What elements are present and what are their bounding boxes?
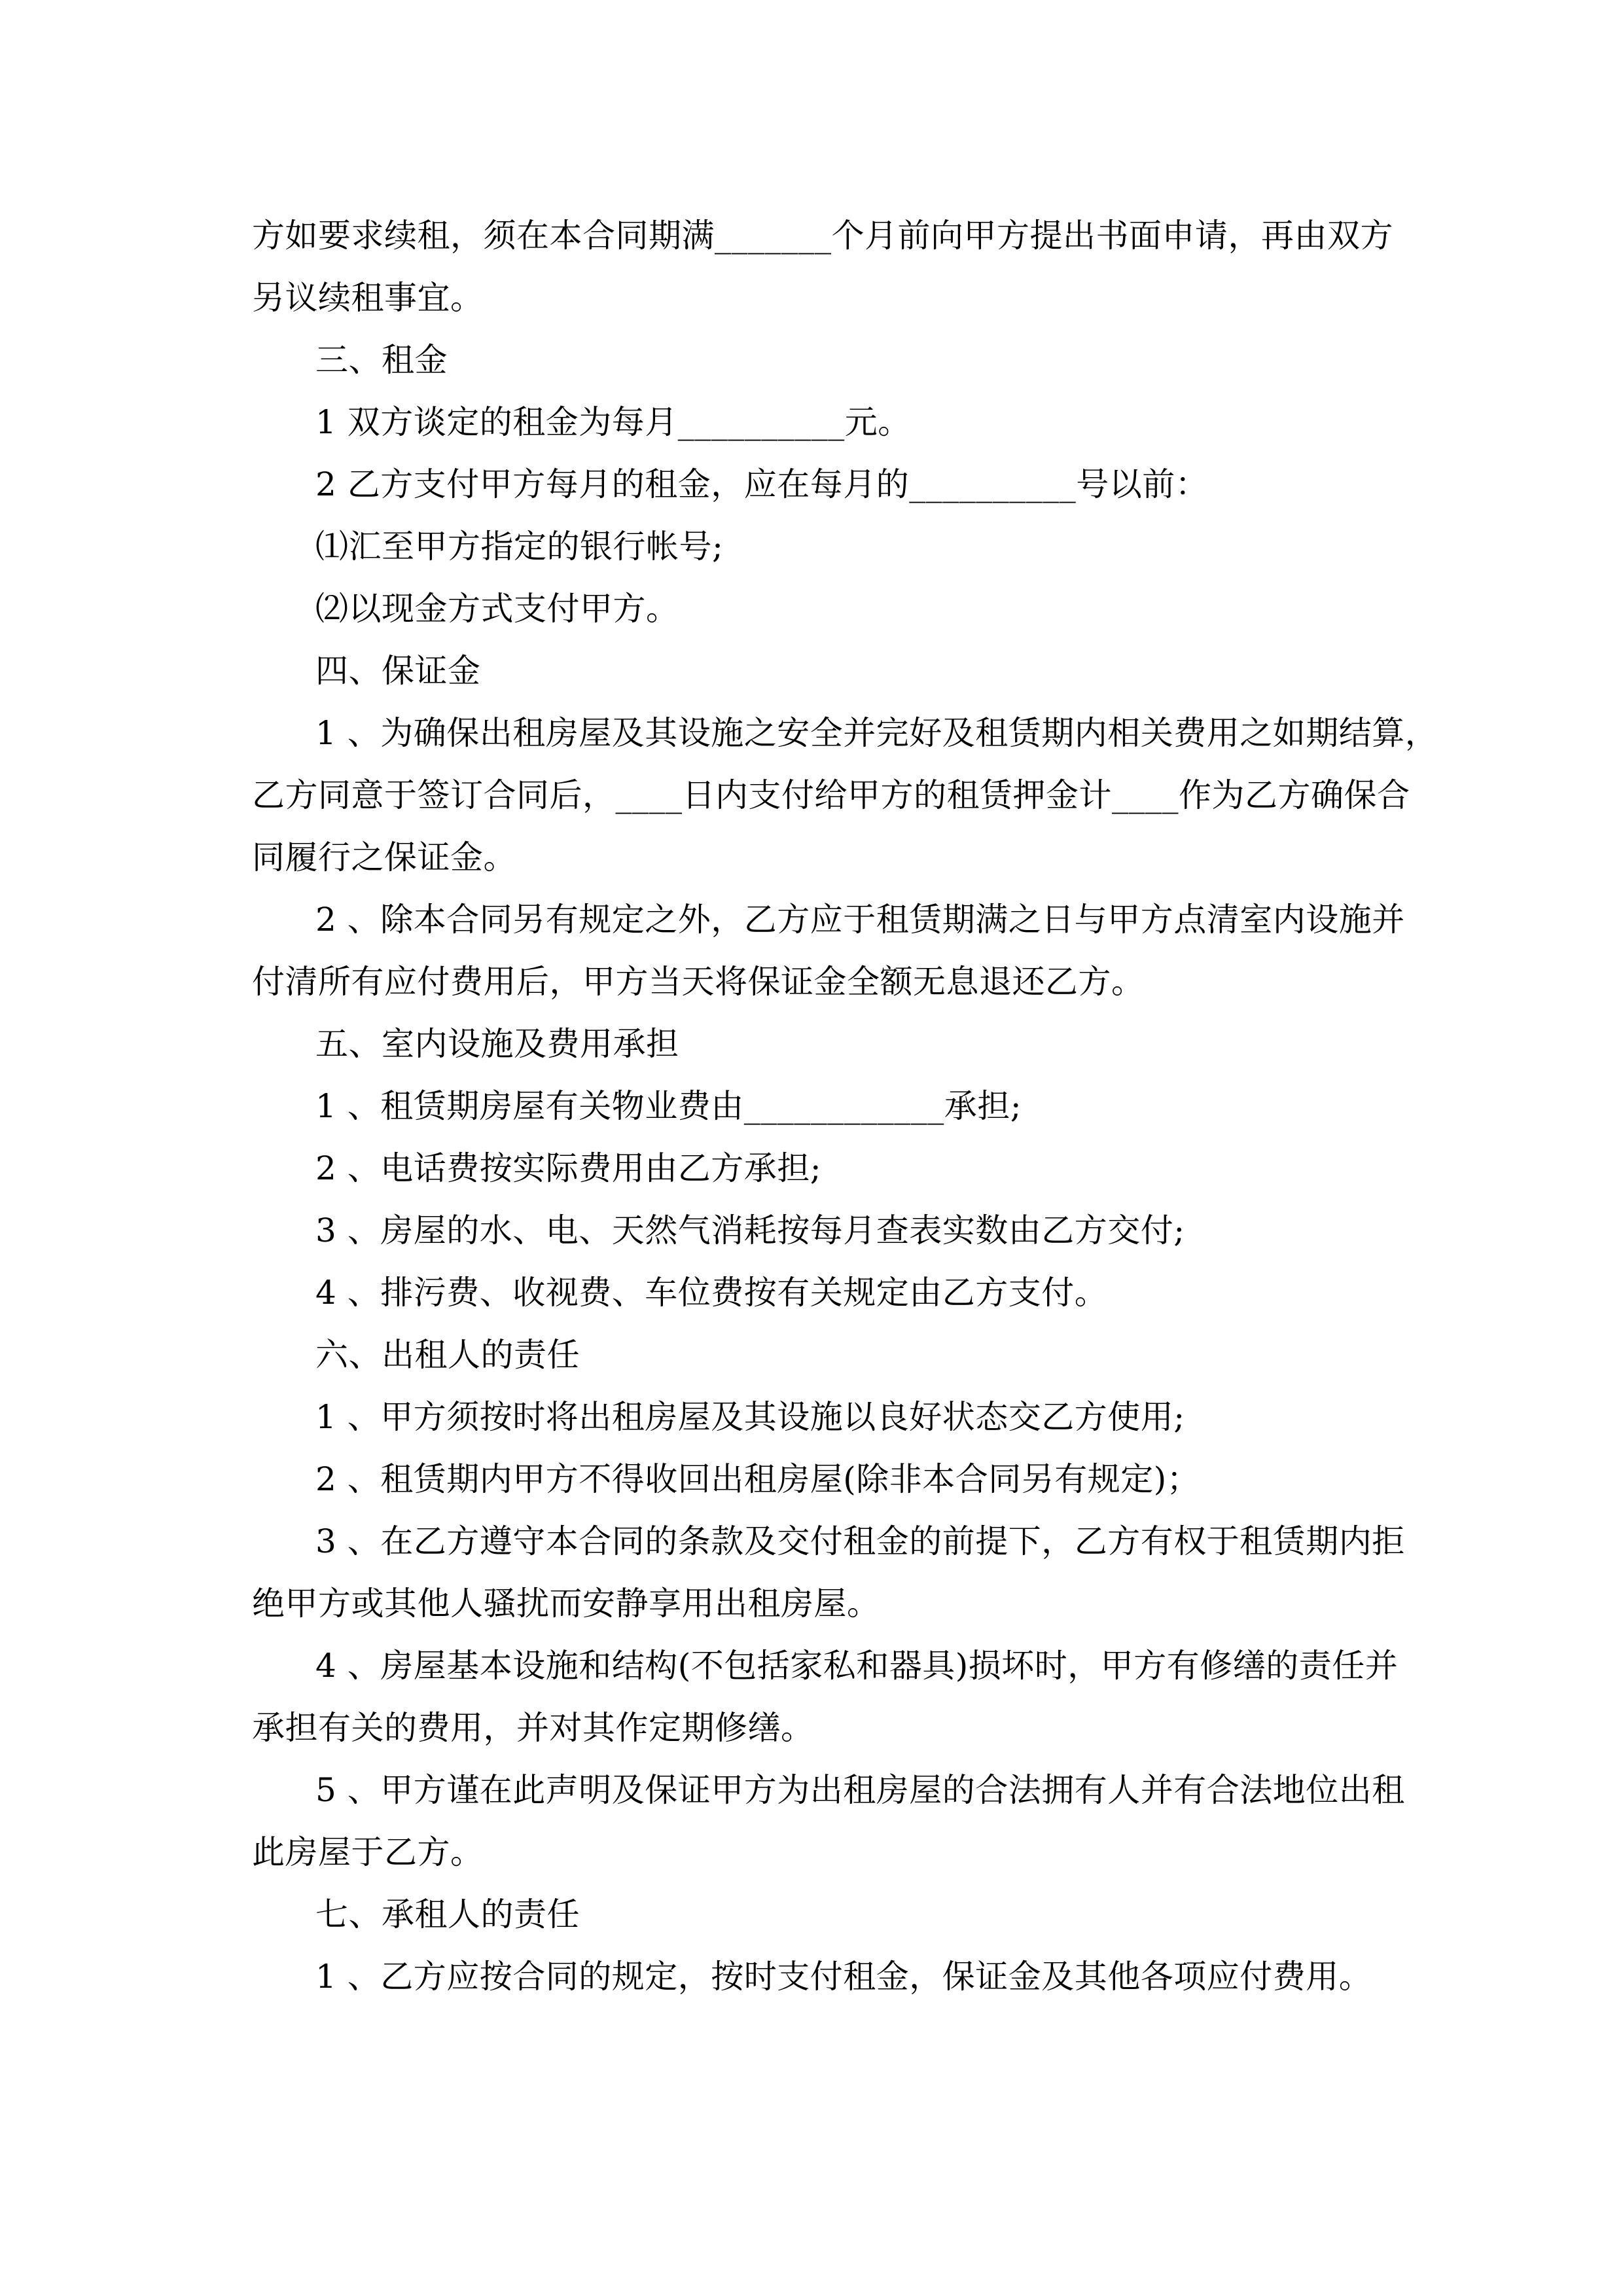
- clause-line: 2 、除本合同另有规定之外，乙方应于租赁期满之日与甲方点清室内设施并: [315, 901, 1405, 939]
- continuation-line: 同履行之保证金。: [252, 838, 516, 876]
- section-heading-rent: 三、租金: [315, 341, 448, 379]
- continuation-line: 付清所有应付费用后，甲方当天将保证金全额无息退还乙方。: [252, 963, 1145, 1001]
- clause-line: 4 、排污费、收视费、车位费按有关规定由乙方支付。: [315, 1274, 1108, 1312]
- clause-line: 2 乙方支付甲方每月的租金，应在每月的__________号以前：: [315, 465, 1209, 503]
- clause-line: 1 、乙方应按合同的规定，按时支付租金，保证金及其他各项应付费用。: [315, 1958, 1372, 1996]
- continuation-line: 承担有关的费用，并对其作定期修缮。: [252, 1709, 814, 1747]
- clause-line: 5 、甲方谨在此声明及保证甲方为出租房屋的合法拥有人并有合法地位出租: [315, 1771, 1405, 1809]
- clause-line: 1 、为确保出租房屋及其设施之安全并完好及租赁期内相关费用之如期结算，: [315, 714, 1438, 752]
- clause-line: 1 、租赁期房屋有关物业费由____________承担;: [315, 1087, 1022, 1125]
- clause-line: 1 、甲方须按时将出租房屋及其设施以良好状态交乙方使用;: [315, 1398, 1185, 1436]
- continuation-line: 乙方同意于签订合同后，____日内支付给甲方的租赁押金计____作为乙方确保合: [252, 776, 1410, 814]
- clause-line: 3 、房屋的水、电、天然气消耗按每月查表实数由乙方交付;: [315, 1211, 1185, 1249]
- clause-line: 2 、租赁期内甲方不得收回出租房屋(除非本合同另有规定)；: [315, 1460, 1200, 1498]
- continuation-line: 方如要求续租，须在本合同期满_______个月前向甲方提出书面申请，再由双方: [252, 217, 1393, 255]
- section-heading-deposit: 四、保证金: [315, 652, 481, 690]
- continuation-line: 另议续租事宜。: [252, 279, 484, 317]
- continuation-line: 此房屋于乙方。: [252, 1833, 484, 1871]
- continuation-line: 绝甲方或其他人骚扰而安静享用出租房屋。: [252, 1585, 880, 1623]
- section-heading-lessee: 七、承租人的责任: [315, 1895, 580, 1933]
- clause-line: ⑴汇至甲方指定的银行帐号;: [315, 528, 724, 565]
- clause-line: 1 双方谈定的租金为每月__________元。: [315, 403, 911, 441]
- section-heading-lessor: 六、出租人的责任: [315, 1336, 580, 1374]
- clause-line: 2 、电话费按实际费用由乙方承担;: [315, 1149, 822, 1187]
- section-heading-facilities: 五、室内设施及费用承担: [315, 1025, 679, 1063]
- clause-line: 3 、在乙方遵守本合同的条款及交付租金的前提下，乙方有权于租赁期内拒: [315, 1522, 1405, 1560]
- clause-line: ⑵以现金方式支付甲方。: [315, 590, 679, 628]
- clause-line: 4 、房屋基本设施和结构(不包括家私和器具)损坏时，甲方有修缮的责任并: [315, 1647, 1399, 1685]
